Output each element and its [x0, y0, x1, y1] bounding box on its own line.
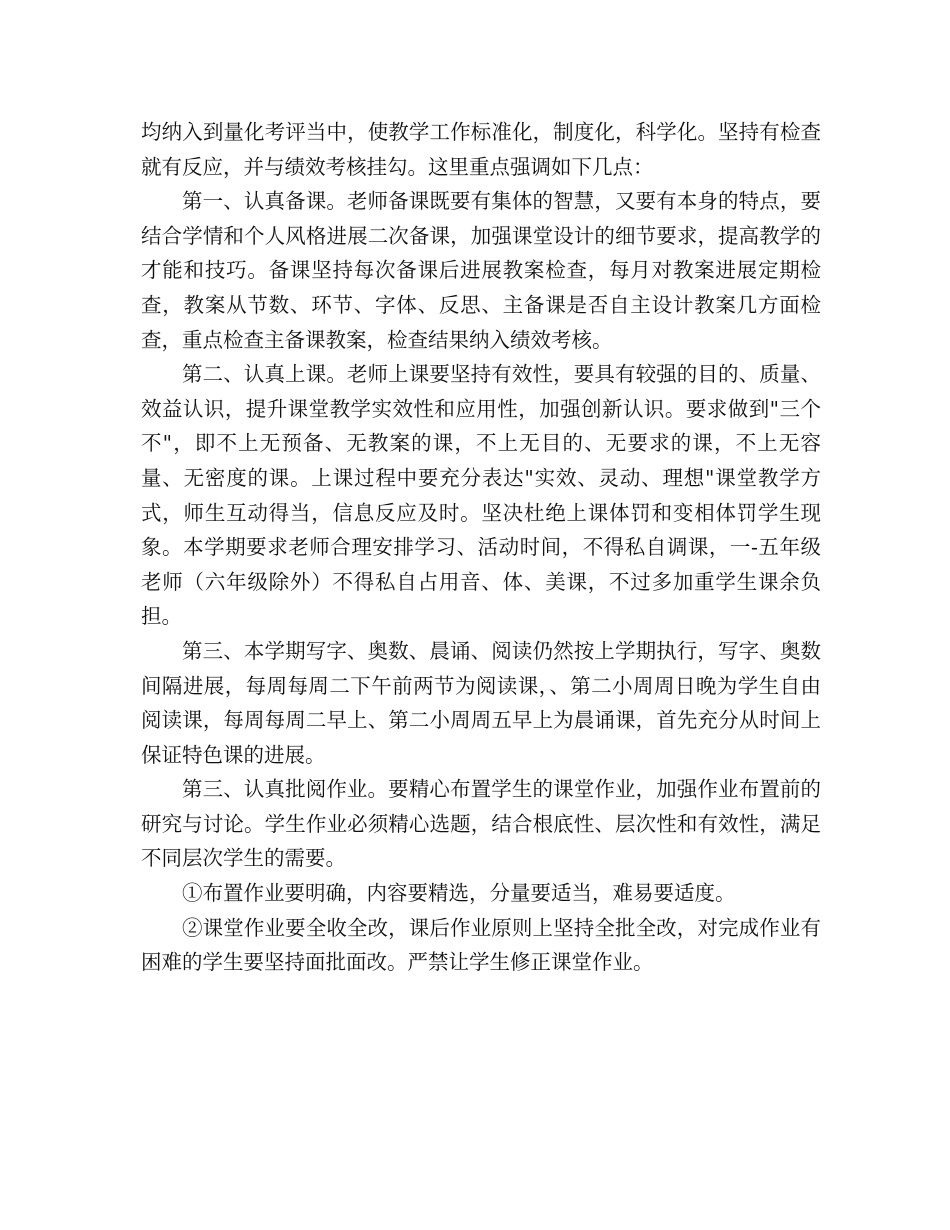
paragraph-intro: 均纳入到量化考评当中，使教学工作标准化，制度化，科学化。坚持有检查就有反应，并与绩效考核挂勾。这里重点强调如下几点： [141, 120, 821, 179]
paragraph-classroom-teaching: 第二、认真上课。老师上课要坚持有效性，要具有较强的目的、质量、效益认识，提升课堂教学实效性和应用性，加强创新认识。要求做到"三个不"，即不上无预备、无教案的课，不上无目的、无要求的课，不上无容量、无密度的课。上课过程中要充分表达"实效、灵动、理想"课堂教学方式，师生互动得当，信息反应及时。坚决杜绝上课体罚和变相体罚学生现象。本学期要求老师合理安排学习、活动时间，不得私自调课，一-五年级老师（六年级除外）不得私自占用音、体、美课，不过多加重学生课余负担。 [141, 362, 821, 629]
paragraph-special-courses: 第三、本学期写字、奥数、晨诵、阅读仍然按上学期执行，写字、奥数间隔进展，每周每周二下午前两节为阅读课，、第二小周周日晚为学生自由阅读课，每周每周二早上、第二小周周五早上为晨诵课，首先充分从时间上保证特色课的进展。 [141, 638, 821, 767]
paragraph-homework-marking: 第三、认真批阅作业。要精心布置学生的课堂作业，加强作业布置前的研究与讨论。学生作业必须精心选题，结合根底性、层次性和有效性，满足不同层次学生的需要。 [141, 777, 821, 871]
paragraph-homework-point-1: ①布置作业要明确，内容要精选，分量要适当，难易要适度。 [182, 881, 736, 906]
paragraph-homework-point-2: ②课堂作业要全收全改，课后作业原则上坚持全批全改，对完成作业有困难的学生要坚持面批面改。严禁让学生修正课堂作业。 [141, 915, 821, 975]
document-body [141, 115, 821, 980]
paragraph-lesson-preparation: 第一、认真备课。老师备课既要有集体的智慧，又要有本身的特点，要结合学情和个人风格进展二次备课，加强课堂设计的细节要求，提高教学的才能和技巧。备课坚持每次备课后进展教案检查，每月对教案进展定期检查，教案从节数、环节、字体、反思、主备课是否自主设计教案几方面检查，重点检查主备课教案，检查结果纳入绩效考核。 [141, 189, 821, 352]
